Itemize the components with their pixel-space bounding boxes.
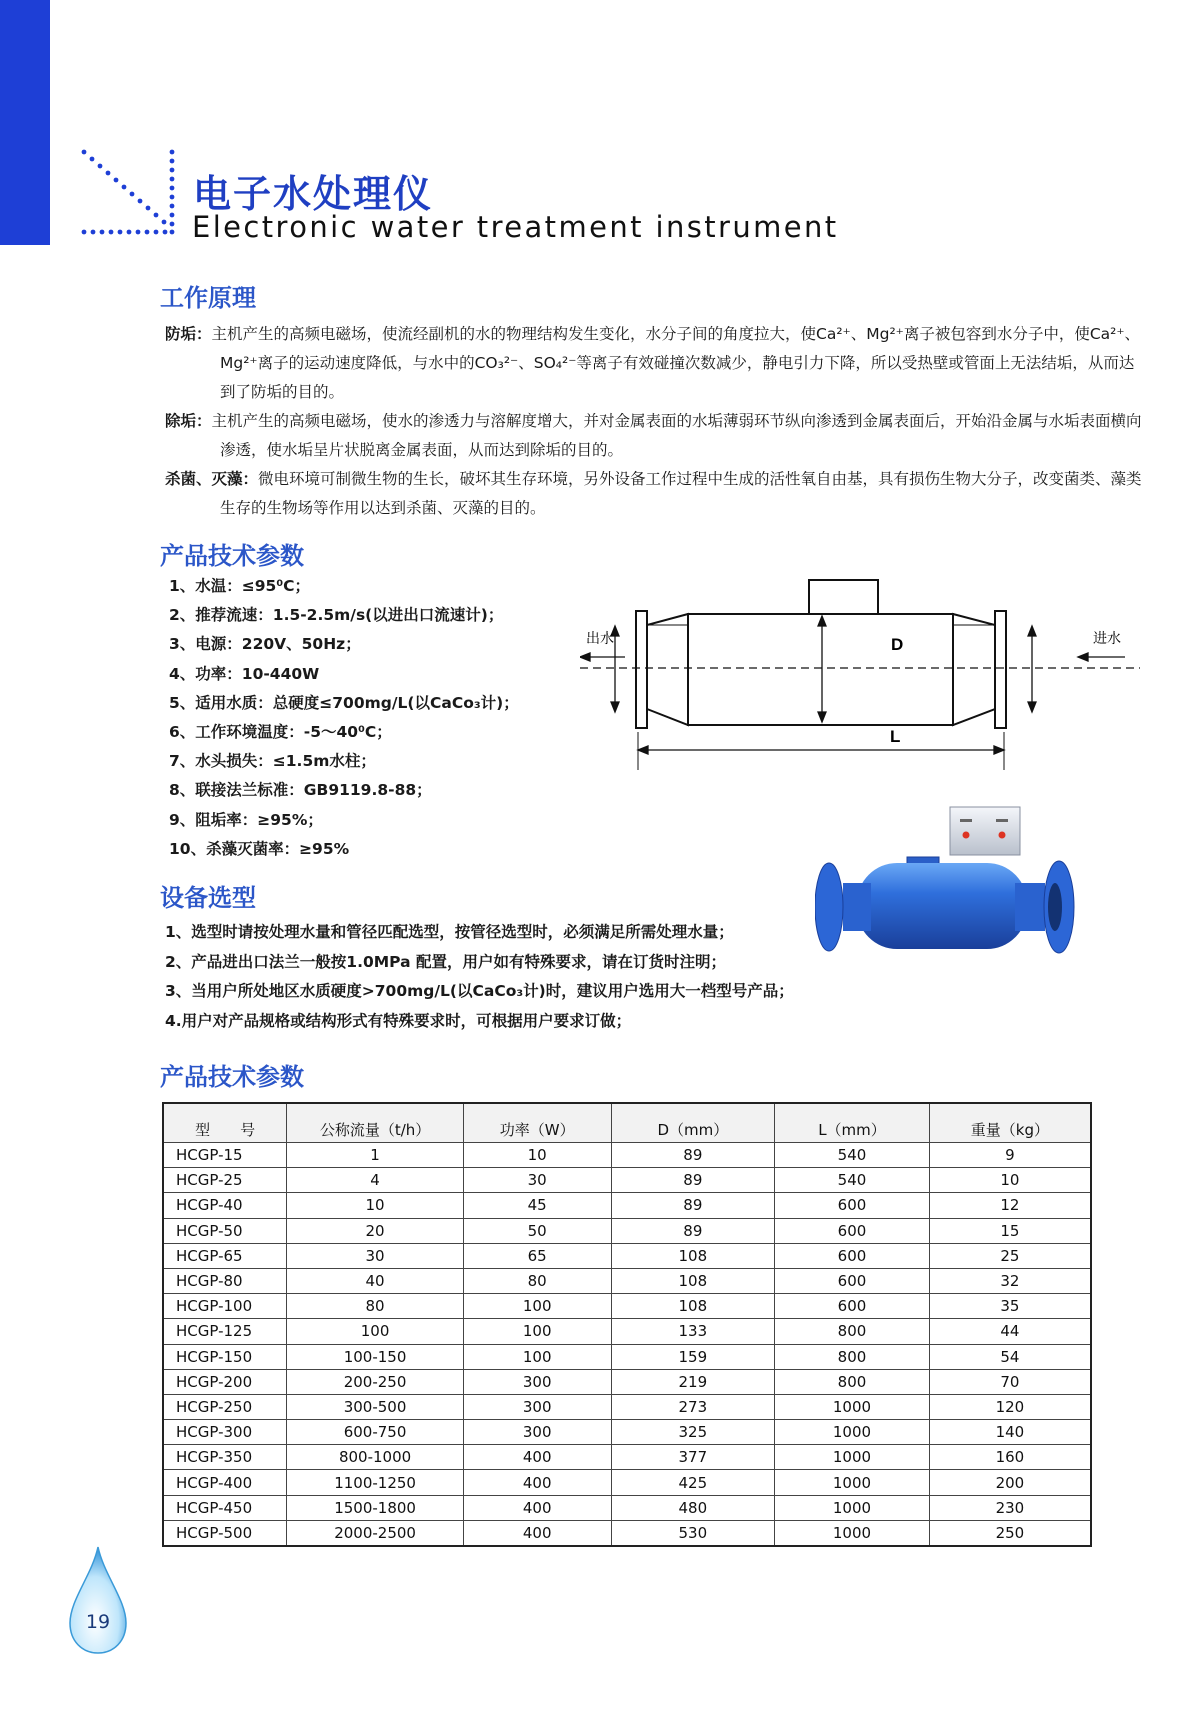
table-cell: 1000 [775,1495,930,1520]
table-row [163,1294,1091,1319]
table-cell: 1000 [775,1520,930,1546]
table-cell: 540 [775,1143,930,1168]
table-row [163,1243,1091,1268]
page-title-en: Electronic water treatment instrument [192,210,839,244]
table-cell: 10 [463,1143,611,1168]
table-row [163,1369,1091,1394]
table-cell: HCGP-150 [163,1344,287,1369]
table-cell: 480 [611,1495,775,1520]
table-cell: 44 [929,1319,1091,1344]
table-cell: 45 [463,1193,611,1218]
table-cell: 250 [929,1520,1091,1546]
table-cell: HCGP-450 [163,1495,287,1520]
table-cell: HCGP-25 [163,1168,287,1193]
table-cell: 10 [287,1193,464,1218]
table-cell: 35 [929,1294,1091,1319]
column-header: D（mm） [611,1103,775,1143]
page-title-cn: 电子水处理仪 [193,172,434,216]
table-header-row [163,1103,1091,1143]
table-cell: HCGP-50 [163,1218,287,1243]
table-cell: 89 [611,1168,775,1193]
table-cell: 1000 [775,1394,930,1419]
table-cell: 300 [463,1394,611,1419]
table-cell: 100 [463,1294,611,1319]
table-row [163,1394,1091,1419]
table-row [163,1445,1091,1470]
section-heading-table: 产品技术参数 [160,1063,304,1091]
table-cell: 9 [929,1143,1091,1168]
table-cell: 300 [463,1369,611,1394]
table-cell: 54 [929,1344,1091,1369]
table-cell: 273 [611,1394,775,1419]
table-row [163,1344,1091,1369]
table-cell: 400 [463,1470,611,1495]
table-cell: 50 [463,1218,611,1243]
table-cell: 80 [287,1294,464,1319]
table-cell: 600-750 [287,1420,464,1445]
table-cell: 1500-1800 [287,1495,464,1520]
spec-item: 10、杀藻灭菌率：≥95% [169,839,350,858]
table-cell: 2000-2500 [287,1520,464,1546]
table-cell: 32 [929,1268,1091,1293]
table-cell: 100 [463,1319,611,1344]
selection-item: 3、当用户所处地区水质硬度>700mg/L(以CaCo₃计)时，建议用户选用大一档型号产品； [165,982,794,1000]
table-cell: HCGP-200 [163,1369,287,1394]
table-cell: 30 [287,1243,464,1268]
table-cell: 800 [775,1369,930,1394]
table-cell: 100 [287,1319,464,1344]
table-cell: HCGP-400 [163,1470,287,1495]
outlet-label: 出水 [586,630,614,646]
table-cell: 20 [287,1218,464,1243]
column-header: 公称流量（t/h） [287,1103,464,1143]
table-cell: 219 [611,1369,775,1394]
table-cell: HCGP-500 [163,1520,287,1546]
table-row [163,1143,1091,1168]
table-cell: 120 [929,1394,1091,1419]
product-params-table [162,1102,1092,1547]
section-heading-selection: 设备选型 [160,884,256,912]
table-cell: HCGP-40 [163,1193,287,1218]
table-row [163,1520,1091,1546]
table-cell: 1000 [775,1445,930,1470]
dotted-arrow-logo-icon [80,148,180,238]
table-cell: HCGP-125 [163,1319,287,1344]
dimension-d-label: D [891,635,904,654]
table-cell: 230 [929,1495,1091,1520]
spec-item: 9、阻垢率：≥95%； [169,810,323,829]
table-cell: 600 [775,1243,930,1268]
table-cell: 325 [611,1420,775,1445]
table-cell: 200-250 [287,1369,464,1394]
table-cell: 1000 [775,1420,930,1445]
table-cell: 12 [929,1193,1091,1218]
table-row [163,1218,1091,1243]
section-heading-tech: 产品技术参数 [160,542,304,570]
table-cell: 89 [611,1218,775,1243]
table-cell: HCGP-15 [163,1143,287,1168]
table-cell: 100-150 [287,1344,464,1369]
table-cell: 89 [611,1193,775,1218]
table-cell: HCGP-65 [163,1243,287,1268]
table-cell: 600 [775,1294,930,1319]
table-cell: HCGP-250 [163,1394,287,1419]
table-cell: 15 [929,1218,1091,1243]
spec-item: 1、水温：≤95⁰C； [169,577,311,595]
spec-list [169,572,519,864]
table-cell: 600 [775,1268,930,1293]
column-header: L（mm） [775,1103,930,1143]
table-cell: 10 [929,1168,1091,1193]
table-cell: 65 [463,1243,611,1268]
table-cell: 1100-1250 [287,1470,464,1495]
spec-item: 3、电源：220V、50Hz； [169,635,361,654]
table-cell: 70 [929,1369,1091,1394]
spec-item: 5、适用水质：总硬度≤700mg/L(以CaCo₃计)； [169,693,519,712]
table-cell: HCGP-300 [163,1420,287,1445]
table-cell: 400 [463,1495,611,1520]
table-cell: 540 [775,1168,930,1193]
table-cell: 400 [463,1520,611,1546]
table-cell: 600 [775,1218,930,1243]
column-header: 型 号 [163,1103,287,1143]
principle-item: 杀菌、灭藻：微电环境可制微生物的生长，破坏其生存环境，另外设备工作过程中生成的活性氧自由基，具有损伤生物大分子，改变菌类、藻类生存的生物场等作用以达到杀菌、灭藻的目的。 [165,470,1142,517]
table-cell: 600 [775,1193,930,1218]
selection-item: 2、产品进出口法兰一般按1.0MPa 配置，用户如有特殊要求，请在订货时注明； [165,952,726,971]
table-cell: 200 [929,1470,1091,1495]
page-number: 19 [85,1611,111,1633]
table-cell: 530 [611,1520,775,1546]
inlet-label: 进水 [1093,630,1121,646]
column-header: 功率（W） [463,1103,611,1143]
table-row [163,1268,1091,1293]
principle-item: 防垢：主机产生的高频电磁场，使流经副机的水的物理结构发生变化，水分子间的角度拉大，使Ca²⁺、Mg²⁺离子被包容到水分子中，使Ca²⁺、Mg²⁺离子的运动速度降低，与水中的CO₃²⁻、SO₄²⁻等离子有效碰撞次数减少，静电引力下降，所以受热壁或管面上无法结垢，从而达到了防垢的目的。 [165,325,1141,401]
table-cell: 800-1000 [287,1445,464,1470]
table-cell: 400 [463,1445,611,1470]
table-cell: 108 [611,1294,775,1319]
water-drop-icon [68,1545,128,1655]
table-cell: 140 [929,1420,1091,1445]
table-cell: 108 [611,1243,775,1268]
table-cell: 300-500 [287,1394,464,1419]
principle-paragraphs [165,320,1145,523]
table-cell: 4 [287,1168,464,1193]
table-cell: 40 [287,1268,464,1293]
table-row [163,1168,1091,1193]
spec-item: 7、水头损失：≤1.5m水柱； [169,752,376,771]
table-cell: 160 [929,1445,1091,1470]
table-cell: HCGP-350 [163,1445,287,1470]
table-cell: 377 [611,1445,775,1470]
table-cell: 89 [611,1143,775,1168]
selection-list [165,918,1145,1036]
dimension-l-label: L [890,727,901,746]
table-cell: 300 [463,1420,611,1445]
table-cell: 100 [463,1344,611,1369]
table-cell: 30 [463,1168,611,1193]
table-cell: HCGP-100 [163,1294,287,1319]
table-cell: 1000 [775,1470,930,1495]
table-row [163,1495,1091,1520]
table-cell: 133 [611,1319,775,1344]
table-cell: HCGP-80 [163,1268,287,1293]
table-row [163,1470,1091,1495]
table-cell: 25 [929,1243,1091,1268]
table-cell: 800 [775,1319,930,1344]
side-accent-bar [0,0,50,245]
spec-item: 2、推荐流速：1.5-2.5m/s(以进出口流速计)； [169,606,504,625]
table-cell: 159 [611,1344,775,1369]
spec-item: 6、工作环境温度：-5～40⁰C； [169,723,392,742]
spec-item: 4、功率：10-440W [169,664,320,683]
table-row [163,1319,1091,1344]
selection-item: 1、选型时请按处理水量和管径匹配选型，按管径选型时，必须满足所需处理水量； [165,923,734,941]
table-cell: 800 [775,1344,930,1369]
spec-item: 8、联接法兰标准：GB9119.8-88； [169,781,432,800]
table-row [163,1193,1091,1218]
device-dimension-diagram [580,570,1140,790]
column-header: 重量（kg） [929,1103,1091,1143]
table-cell: 108 [611,1268,775,1293]
selection-item: 4.用户对产品规格或结构形式有特殊要求时，可根据用户要求订做； [165,1011,632,1030]
table-cell: 425 [611,1470,775,1495]
table-cell: 80 [463,1268,611,1293]
table-cell: 1 [287,1143,464,1168]
table-row [163,1420,1091,1445]
principle-item: 除垢：主机产生的高频电磁场，使水的渗透力与溶解度增大，并对金属表面的水垢薄弱环节纵向渗透到金属表面后，开始沿金属与水垢表面横向渗透，使水垢呈片状脱离金属表面，从而达到除垢的目的。 [165,412,1142,459]
section-heading-principle: 工作原理 [160,284,256,312]
